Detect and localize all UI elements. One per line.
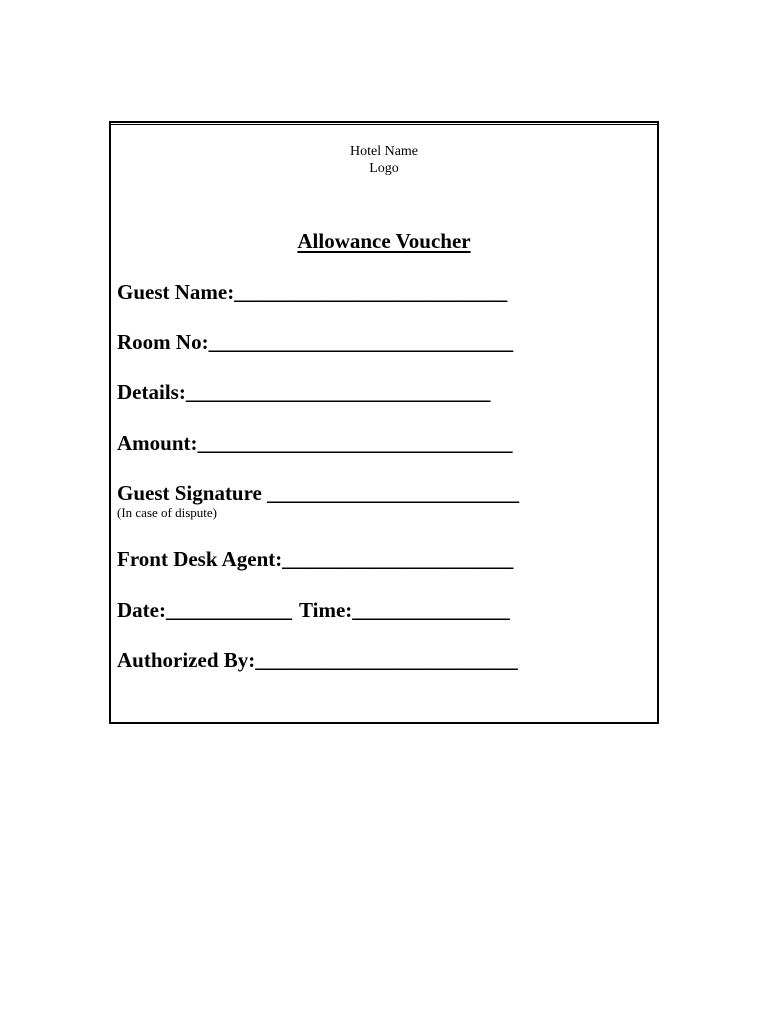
front-desk-agent-field[interactable]	[117, 547, 513, 571]
authorized-by-line[interactable]: _________________________	[255, 648, 518, 672]
hotel-name: Hotel Name	[349, 144, 419, 159]
allowance-voucher-form	[109, 121, 659, 724]
authorized-by-field[interactable]	[117, 648, 518, 672]
amount-field[interactable]	[117, 431, 513, 455]
date-time-field[interactable]	[117, 598, 510, 622]
details-label: Details:	[117, 380, 186, 404]
guest-signature-note: (In case of dispute)	[117, 505, 217, 520]
hotel-logo-placeholder: Logo	[369, 161, 399, 176]
time-label: Time:	[298, 598, 353, 622]
guest-signature-label: Guest Signature	[117, 481, 262, 505]
date-label: Date:	[117, 598, 166, 622]
amount-line[interactable]: ______________________________	[197, 431, 513, 455]
voucher-header	[111, 143, 657, 177]
details-line[interactable]: _____________________________	[185, 380, 491, 404]
room-no-label: Room No:	[117, 330, 209, 354]
amount-label: Amount:	[117, 431, 198, 455]
guest-name-label: Guest Name:	[117, 280, 235, 304]
guest-name-field[interactable]	[117, 280, 507, 304]
room-no-line[interactable]: _____________________________	[208, 330, 514, 354]
date-line[interactable]: ____________	[165, 598, 292, 622]
time-line[interactable]: _______________	[352, 598, 510, 622]
front-desk-agent-label: Front Desk Agent:	[117, 547, 283, 571]
front-desk-agent-line[interactable]: ______________________	[282, 547, 514, 571]
voucher-title: Allowance Voucher	[297, 229, 471, 253]
guest-signature-line[interactable]: ________________________	[261, 481, 520, 505]
guest-name-line[interactable]: __________________________	[234, 280, 508, 304]
room-no-field[interactable]	[117, 330, 513, 354]
details-field[interactable]	[117, 380, 490, 404]
guest-signature-field[interactable]	[117, 481, 519, 505]
authorized-by-label: Authorized By:	[117, 648, 256, 672]
